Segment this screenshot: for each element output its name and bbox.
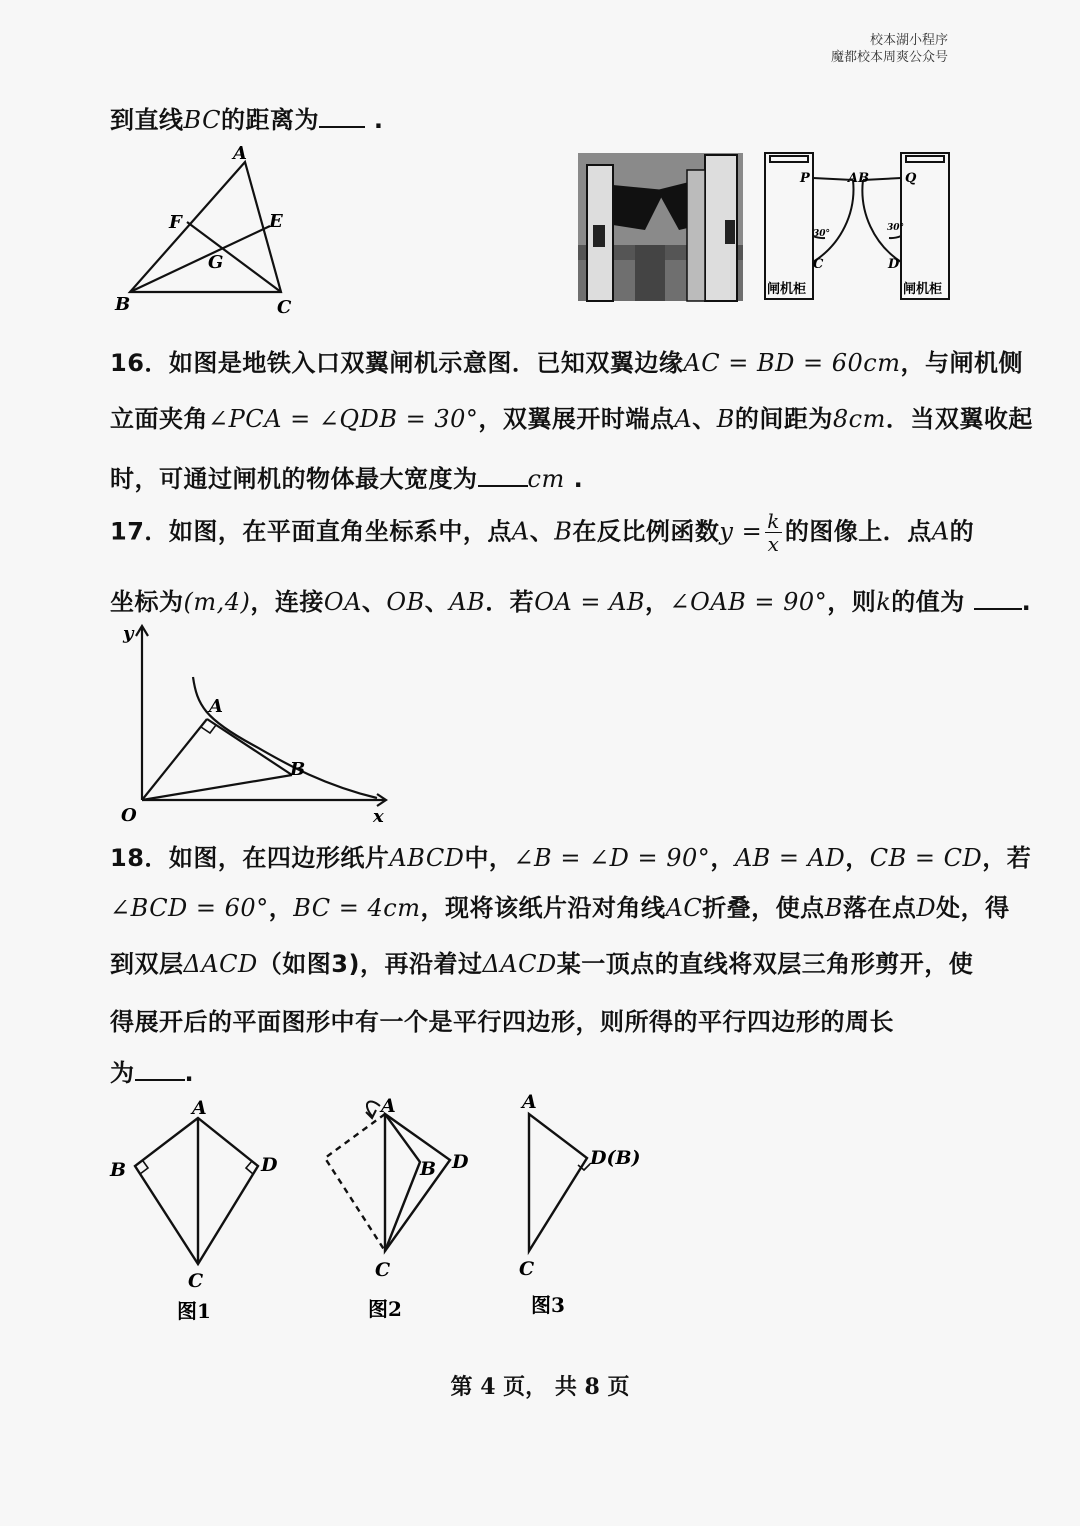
label-c-gate: C — [813, 257, 824, 272]
label-a: A — [233, 143, 247, 164]
q16-text: 立面夹角 — [110, 405, 208, 433]
fig2-caption: 图2 — [368, 1297, 402, 1321]
cabinet-left-top — [770, 156, 808, 162]
q17-text: 、 — [529, 517, 555, 546]
q18-math: ∠B = ∠D = 90° — [513, 844, 711, 872]
q15-answer-blank — [319, 104, 365, 128]
q16-unit: cm — [527, 465, 565, 493]
fig2-label-c: C — [375, 1259, 391, 1281]
q15-text-2: 的距离为 — [220, 106, 319, 134]
wing-right — [862, 178, 901, 262]
right-angle-mark — [201, 725, 216, 733]
q18-line-1 — [110, 838, 1031, 873]
label-b: B — [115, 294, 131, 315]
q17-coordinate-figure — [115, 615, 400, 830]
wing-left — [813, 178, 853, 262]
watermark-line-1: 校本湖小程序 — [869, 33, 948, 48]
angle-label-left: 30° — [813, 229, 831, 239]
q18-line-3 — [110, 944, 973, 979]
q16-math: A — [674, 405, 693, 433]
q17-text: 17．如图，在平面直角坐标系中，点 — [110, 517, 512, 546]
q16-text: 、 — [692, 405, 717, 433]
q18-text: ， — [845, 844, 870, 872]
q16-line-1 — [110, 343, 1023, 378]
label-f: F — [169, 212, 182, 233]
q18-line-5 — [110, 1053, 194, 1088]
watermark-line-2: 魔都校本周爽公众号 — [830, 50, 948, 65]
q16-text: 16．如图是地铁入口双翼闸机示意图．已知双翼边缘 — [110, 349, 684, 377]
q17-math: OA — [323, 588, 362, 616]
label-y-axis: y — [123, 623, 134, 644]
q18-text: 中， — [464, 844, 514, 872]
q18-math: B — [824, 894, 843, 922]
fig1-label-b: B — [110, 1159, 127, 1181]
q17-text: ．若 — [485, 588, 535, 616]
q18-math: D — [916, 894, 937, 922]
right-angle-b — [140, 1161, 148, 1174]
q18-text: 落在点 — [842, 894, 917, 922]
q18-line-4 — [110, 1002, 894, 1037]
q17-line-1 — [110, 510, 974, 555]
fig3-caption: 图3 — [531, 1293, 565, 1317]
fig1-label-c: C — [188, 1270, 204, 1292]
q16-math: AC = BD = 60cm — [683, 349, 901, 377]
fig1-label-d: D — [261, 1154, 278, 1176]
angle-label-right: 30° — [887, 223, 905, 233]
q18-math: AB = AD — [734, 844, 846, 872]
q17-math: A — [931, 517, 950, 546]
q17-text: ，连接 — [250, 588, 324, 616]
q15-text: 到直线 — [110, 106, 184, 134]
q18-text: （如图3)，再沿着过 — [257, 950, 483, 978]
original-position-dashed — [325, 1114, 385, 1251]
q17-math: A — [511, 517, 530, 546]
q18-text: ，现将该纸片沿对角线 — [420, 894, 666, 922]
q18-end: . — [184, 1059, 195, 1087]
label-p: P — [800, 171, 810, 186]
q15-line — [110, 100, 383, 135]
q16-line-3 — [110, 459, 583, 494]
fraction-k-over-x — [765, 510, 782, 555]
subway-gate-photo — [578, 153, 743, 301]
q18-text: 为 — [110, 1059, 135, 1087]
q16-answer-blank — [478, 463, 528, 487]
fig3-label-db: D(B) — [590, 1147, 641, 1169]
cabinet-right-top — [906, 156, 944, 162]
q17-math: OA = AB — [534, 588, 646, 616]
q18-math: ΔACD — [482, 950, 557, 978]
q18-math: ABCD — [389, 844, 465, 872]
q18-text: 折叠，使点 — [702, 894, 825, 922]
fig2-label-d: D — [452, 1151, 469, 1173]
q18-text: 到双层 — [110, 950, 184, 978]
segment-ab — [207, 719, 292, 775]
q17-line-2 — [110, 582, 1031, 617]
q18-text: 18．如图，在四边形纸片 — [110, 844, 390, 872]
q18-folding-figures — [100, 1088, 660, 1328]
fig3-label-a: A — [522, 1091, 537, 1113]
median-be — [130, 226, 270, 292]
q15-bc: BC — [183, 106, 221, 134]
triangle-acd-double — [529, 1114, 587, 1251]
q16-math: ∠PCA = ∠QDB = 30° — [208, 405, 479, 433]
q16-end: . — [573, 465, 584, 493]
q18-answer-blank — [135, 1057, 185, 1081]
q15-end: . — [373, 106, 384, 134]
q18-text: ，若 — [982, 844, 1032, 872]
q18-text: ， — [268, 894, 294, 922]
q17-text: ， — [645, 588, 670, 616]
fig1-kite — [109, 1097, 278, 1323]
q16-text: 时，可通过闸机的物体最大宽度为 — [110, 465, 478, 493]
fraction-denominator: x — [767, 532, 780, 556]
q17-text: 、 — [424, 588, 450, 616]
segment-ob — [142, 775, 292, 800]
watermark — [831, 32, 948, 66]
q17-math: B — [554, 517, 573, 546]
fig3-label-c: C — [519, 1258, 535, 1280]
q17-text: 的值为 — [891, 588, 965, 616]
q17-answer-blank — [974, 586, 1022, 610]
triangle-acd — [385, 1114, 450, 1251]
q18-math: BC = 4cm — [293, 894, 421, 922]
q17-math: y = — [719, 517, 763, 546]
label-d-gate: D — [888, 257, 900, 272]
label-c: C — [277, 297, 292, 318]
q16-math: B — [716, 405, 735, 433]
kite-abcd — [135, 1118, 258, 1264]
fig2-label-b: B — [420, 1158, 437, 1180]
q16-text: ，双翼展开时端点 — [478, 405, 675, 433]
label-e: E — [269, 211, 283, 232]
q17-math: ∠OAB = 90° — [669, 588, 828, 616]
label-q: Q — [905, 171, 917, 186]
right-angle-d — [246, 1161, 253, 1174]
q17-math: AB — [449, 588, 486, 616]
label-point-a: A — [209, 696, 223, 717]
angle-arc-right — [889, 236, 901, 238]
q18-text: ， — [710, 844, 735, 872]
cabinet-right-label: 闸机柜 — [903, 282, 943, 297]
label-g: G — [208, 252, 224, 273]
fig1-label-a: A — [192, 1097, 207, 1119]
label-x-axis: x — [373, 806, 384, 827]
q16-gate-figure — [575, 150, 950, 305]
q17-text: 在反比例函数 — [572, 517, 720, 546]
fig3-double-triangle — [519, 1091, 641, 1317]
median-cf — [187, 222, 281, 292]
q18-text: 得展开后的平面图形中有一个是平行四边形，则所得的平行四边形的周长 — [110, 1008, 894, 1036]
label-point-b: B — [290, 759, 306, 780]
q18-text: 处，得 — [936, 894, 1010, 922]
q17-text: 的图像上．点 — [784, 517, 932, 546]
page-number-footer: 第 4 页， 共 8 页 — [450, 1374, 630, 1400]
fig1-caption: 图1 — [177, 1299, 211, 1323]
q16-text: 的间距为 — [734, 405, 833, 433]
q16-text: ．当双翼收起 — [885, 405, 1033, 433]
label-origin: O — [121, 805, 137, 826]
segment-oa — [142, 719, 207, 800]
q17-math: OB — [386, 588, 425, 616]
q18-math: ΔACD — [183, 950, 258, 978]
q16-text: ，与闸机侧 — [900, 349, 1023, 377]
wing-left-edge — [813, 178, 853, 180]
q18-text: 某一顶点的直线将双层三角形剪开，使 — [556, 950, 974, 978]
cabinet-left-label: 闸机柜 — [767, 282, 807, 297]
q17-text: ，则 — [827, 588, 877, 616]
q16-math: 8cm — [832, 405, 886, 433]
q18-math: ∠BCD = 60° — [110, 894, 269, 922]
q17-math: (m,4) — [183, 588, 251, 616]
q18-math: AC — [665, 894, 703, 922]
fig2-folding — [325, 1095, 469, 1321]
q17-math: k — [876, 588, 892, 616]
q16-line-2 — [110, 399, 1033, 434]
q17-text: 、 — [361, 588, 387, 616]
q18-math: CB = CD — [869, 844, 983, 872]
triangle-abc — [130, 162, 281, 292]
q15-triangle-figure — [105, 140, 320, 320]
q17-end: . — [1021, 588, 1032, 616]
q18-line-2 — [110, 888, 1010, 923]
q17-text: 的 — [949, 517, 975, 546]
label-ab: AB — [848, 171, 870, 186]
fraction-numerator: k — [767, 509, 780, 533]
q17-text: 坐标为 — [110, 588, 184, 616]
fig2-label-a: A — [381, 1095, 396, 1117]
